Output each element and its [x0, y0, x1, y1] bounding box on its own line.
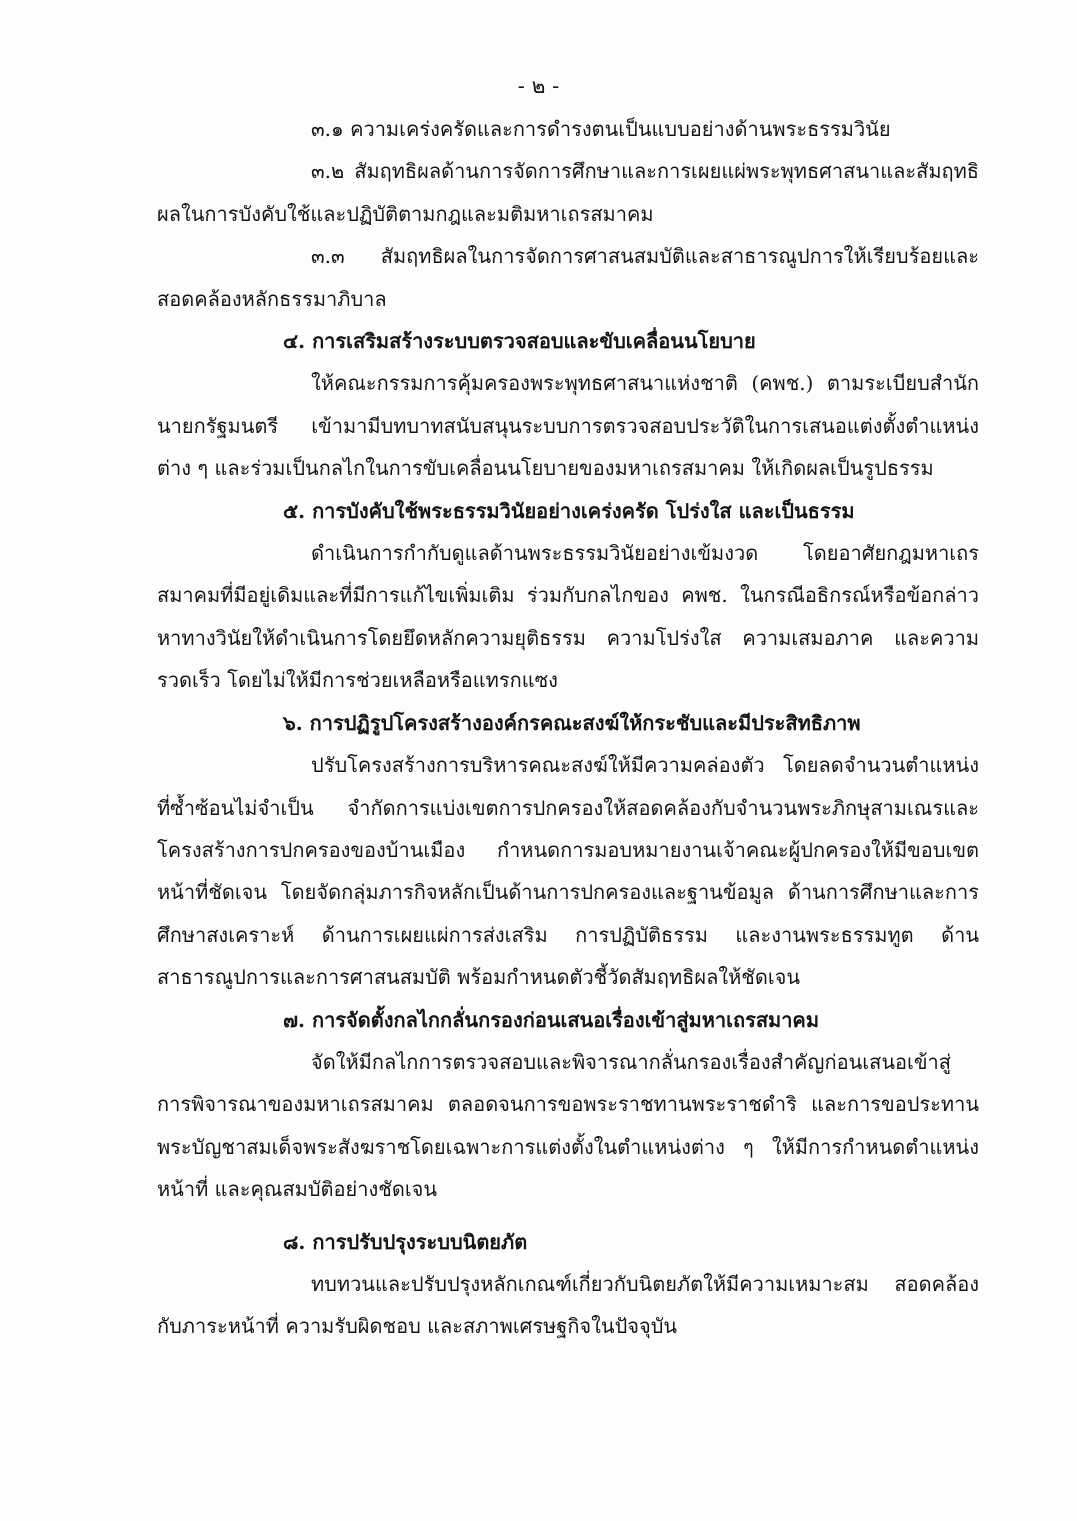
item-3-1: ๓.๑ ความเคร่งครัดและการดำรงตนเป็นแบบอย่างด้านพระธรรมวินัย [311, 117, 891, 141]
document-body [157, 108, 979, 1348]
section-7-body: จัดให้มีกลไกการตรวจสอบและพิจารณากลั่นกรองเรื่องสำคัญก่อนเสนอเข้าสู่การพิจารณาของมหาเถรสมาคม ตลอดจนการขอพระราชทานพระราชดำริ และการขอประทานพระบัญชาสมเด็จพระสังฆราชโดยเฉพาะการแต่งตั้งในตำแหน่งต่าง ๆ ให้มีการกำหนดตำแหน่ง หน้าที่ และคุณสมบัติอย่างชัดเจน [157, 1049, 979, 1202]
section-4-heading: ๔. การเสริมสร้างระบบตรวจสอบและขับเคลื่อนนโยบาย [283, 329, 756, 354]
section-6-heading: ๖. การปฏิรูปโครงสร้างองค์กรคณะสงฆ์ให้กระชับและมีประสิทธิภาพ [283, 710, 861, 735]
section-7-heading: ๗. การจัดตั้งกลไกกลั่นกรองก่อนเสนอเรื่องเข้าสู่มหาเถรสมาคม [283, 1007, 819, 1032]
item-3-3: ๓.๓ สัมฤทธิผลในการจัดการศาสนสมบัติและสาธารณูปการให้เรียบร้อยและสอดคล้องหลักธรรมาภิบาล [157, 244, 979, 311]
item-3-2: ๓.๒ สัมฤทธิผลด้านการจัดการศึกษาและการเผยแผ่พระพุทธศาสนาและสัมฤทธิผลในการบังคับใช้และปฏิบัติตามกฎและมติมหาเถรสมาคม [157, 159, 979, 226]
section-8-body: ทบทวนและปรับปรุงหลักเกณฑ์เกี่ยวกับนิตยภัตให้มีความเหมาะสม สอดคล้องกับภาระหน้าที่ ความรับผิดชอบ และสภาพเศรษฐกิจในปัจจุบัน [157, 1271, 979, 1339]
spacer [157, 1211, 979, 1221]
section-8-heading: ๘. การปรับปรุงระบบนิตยภัต [283, 1229, 528, 1254]
section-4-body: ให้คณะกรรมการคุ้มครองพระพุทธศาสนาแห่งชาติ (คพช.) ตามระเบียบสำนักนายกรัฐมนตรี เข้ามามีบทบาทสนับสนุนระบบการตรวจสอบประวัติในการเสนอแต่งตั้งตำแหน่งต่าง ๆ และร่วมเป็นกลไกในการขับเคลื่อนนโยบายของมหาเถรสมาคม ให้เกิดผลเป็นรูปธรรม [157, 371, 979, 481]
section-5-heading: ๕. การบังคับใช้พระธรรมวินัยอย่างเคร่งครัด โปร่งใส และเป็นธรรม [283, 498, 855, 523]
section-5-body: ดำเนินการกำกับดูแลด้านพระธรรมวินัยอย่างเข้มงวด โดยอาศัยกฎมหาเถรสมาคมที่มีอยู่เดิมและที่มีการแก้ไขเพิ่มเติม ร่วมกับกลไกของ คพช. ในกรณีอธิกรณ์หรือข้อกล่าวหาทางวินัยให้ดำเนินการโดยยึดหลักความยุติธรรม ความโปร่งใส ความเสมอภาค และความรวดเร็ว โดยไม่ให้มีการช่วยเหลือหรือแทรกแซง [157, 541, 979, 693]
section-6-body: ปรับโครงสร้างการบริหารคณะสงฆ์ให้มีความคล่องตัว โดยลดจำนวนตำแหน่งที่ซ้ำซ้อนไม่จำเป็น จำกัดการแบ่งเขตการปกครองให้สอดคล้องกับจำนวนพระภิกษุสามเณรและโครงสร้างการปกครองของบ้านเมือง กำหนดการมอบหมายงานเจ้าคณะผู้ปกครองให้มีขอบเขตหน้าที่ชัดเจน โดยจัดกลุ่มภารกิจหลักเป็นด้านการปกครองและฐานข้อมูล ด้านการศึกษาและการศึกษาสงเคราะห์ ด้านการเผยแผ่การส่งเสริม การปฏิบัติธรรม และงานพระธรรมทูต ด้านสาธารณูปการและการศาสนสมบัติ พร้อมกำหนดตัวชี้วัดสัมฤทธิผลให้ชัดเจน [157, 753, 979, 990]
page-number: - ๒ - [517, 74, 560, 98]
